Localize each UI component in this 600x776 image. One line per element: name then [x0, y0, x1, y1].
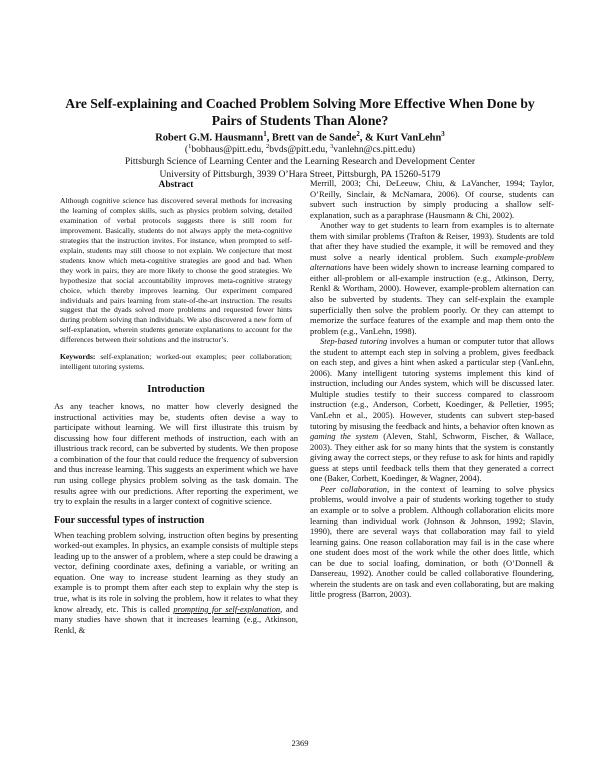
email-line — [40, 141, 560, 156]
four-types-heading: Four successful types of instruction — [54, 514, 205, 526]
email-open-paren: ( — [184, 144, 189, 156]
email-3-mark: 3 — [330, 143, 334, 150]
email-1-mark: 1 — [188, 143, 192, 150]
introduction-heading: Introduction — [147, 384, 205, 396]
author-3: , & Kurt VanLehn — [359, 132, 442, 144]
right-paragraph-3 — [310, 336, 554, 484]
email-1: bobhaus@pitt.edu, — [191, 144, 266, 156]
keywords-text: self-explanation; worked-out examples; peer collaboration; intelligent tutoring systems. — [60, 352, 292, 372]
right-p4-emphasis: Peer collaboration — [320, 483, 388, 494]
title-line-2: Pairs of Students Than Alone? — [211, 113, 389, 128]
keywords-label: Keywords: — [60, 352, 96, 362]
left-column — [54, 180, 298, 635]
abstract-heading: Abstract — [158, 180, 194, 190]
author-3-mark: 3 — [441, 130, 445, 138]
email-3: vanlehn@cs.pitt.edu) — [333, 144, 416, 156]
keywords — [60, 352, 292, 372]
four-types-text-1: When teaching problem solving, instruction often begins by presenting worked-out examples. In physics, an example consists of multiple steps leading up to the answer of a problem, where a step could be drawing a vector, defining coordinate axes, defining a variable, or writing an equation. One way to increase student learning as they study an example is to prompt them after each step to explain why the step is true, what is its role in solving the problem, how it relates to what they know already, etc. This is called — [54, 529, 298, 614]
right-paragraph-4 — [310, 484, 554, 600]
title-line-1: Are Self-explaining and Coached Problem Solving More Effective When Done by — [65, 96, 535, 111]
right-p3-emphasis: Step-based tutoring — [320, 336, 388, 347]
intro-paragraph: As any teacher knows, no matter how cleverly designed the instructional activities may be, students often devise a way to participate without learning. We will first illustrate this truism by discussing how four different methods of instruction, each with an illustrious track record, can be subverted by students. We then propose a combination of the four that could reduce the frequency of subversion and thus increase learning. This suggests an experiment which we have run using college physics problem solving as the task domain. The results agree with our predictions. After reporting the experiment, we try to explain the results in a larger context of cognitive science. — [54, 401, 298, 507]
email-2: bvds@pitt.edu, — [269, 144, 331, 156]
right-p2-text-2: have been widely shown to increase learning compared to either all-problem or all-example instruction (e.g., Atkinson, Derry, Renkl & Wortham, 2000). However, example-problem alternation can also be subverted by students. They can self-explain the example superficially then solve the problem poorly. Or they can attempt to memorize the surface features of the example and map them onto the problem (e.g., VanLehn, 1998). — [310, 262, 554, 336]
author-2: , Brett van de Sande — [266, 132, 357, 144]
page-number: 2369 — [291, 738, 309, 748]
affiliation-block — [40, 141, 560, 181]
abstract-text: Although cognitive science has discovered several methods for increasing the learning of complex skills, such as physics problem solving, detailed examination of verbal protocols suggests there is still room for improvement. Basically, students do not always apply the meta-cognitive strategies that the instruction invites. For instance, when prompted to self-explain, students may still choose to not explain. We conjecture that most students know which meta-cognitive strategies are good and bad. When they work in pairs, they are more likely to choose the good strategies. We hypothesize that social accountability improves meta-cognitive strategy choice, which thereby improves learning. Our experiment compared individuals and pairs learning from state-of-the-art instruction. The results suggest that the dyads solved more problems and requested fewer hints during problem solving than individuals. We also discovered a new form of self-explanation, wherein students generate explanations to account for the differences between their solutions and the instructor’s. — [60, 196, 292, 345]
author-1: Robert G.M. Hausmann — [155, 132, 264, 144]
right-p3-text-2: (Aleven, Stahl, Schworm, Fischer, & Wallace, 2003). They either ask for so many hints that the system is constantly giving away the correct steps, or they refuse to ask for hints and rapidly guess at steps until feedback tells them that they generated a correct one (Baker, Corbett, Koedinger, & Wagner, 2004). — [310, 431, 554, 484]
author-1-mark: 1 — [263, 130, 267, 138]
affiliation-line-2: University of Pittsburgh, 3939 O’Hara Street, Pittsburgh, PA 15260-5179 — [159, 168, 441, 180]
affiliation-line-1: Pittsburgh Science of Learning Center and the Learning Research and Development Center — [124, 156, 476, 168]
right-p3-text-1: involves a human or computer tutor that allows the student to attempt each step in solving a problem, gives feedback on each step, and gives a hint when asked a particular step (VanLehn, 2006). Many intelligent tutoring systems implement this kind of instruction, including our Andes system, which will be discussed later. Multiple studies testify to their success compared to classroom instruction (e.g., Anderson, Corbett, Koedinger, & Pelletier, 1995; VanLehn et al., 2005). However, students can subvert step-based tutoring by misusing the feedback and hints, a behavior often known as — [310, 336, 554, 431]
paper-title — [40, 95, 560, 129]
four-types-text-2: , and many studies have shown that it increases learning (e.g., Atkinson, Renkl, & — [54, 603, 298, 635]
right-paragraph-2 — [310, 220, 554, 336]
four-types-paragraph — [54, 530, 298, 635]
author-2-mark: 2 — [356, 130, 360, 138]
right-p2-text-1: Another way to get students to learn from examples is to alternate them with similar problems (Trafton & Reiser, 1993). Students are told that after they have studied the example, it will be removed and they must solve a nearly identical problem. Such — [310, 220, 554, 262]
four-types-emphasis: prompting for self-explanation — [173, 603, 281, 614]
right-p4-text: , in the context of learning to solve physics problems, would involve a pair of students working together to study an example or to solve a problem. Although collaboration elicits more learning than individual work (Johnson & Johnson, 1992; Slavin, 1990), there are several ways that collaboration may fail to yield learning gains. One reason collaboration may fail is in the case where one student does most of the work while the other does little, which can be due to social loafing, domination, or both (O’Donnell & Dansereau, 1992). Another could be called collaborative floundering, wherein the students are on task and even collaborating, but are making little progress (Barron, 2003). — [310, 483, 555, 600]
right-p2-emphasis: example-problem alternations — [310, 251, 554, 273]
right-paragraph-1: Merrill, 2003; Chi, DeLeeuw, Chiu, & LaVancher, 1994; Taylor, O’Reilly, Sinclair, & McNamara, 2006). Of course, students can subvert such instruction by simply producing a shallow self-explanation, such as a paraphrase (Hausmann & Chi, 2002). — [310, 178, 554, 220]
right-p3-emphasis-2: gaming the system — [310, 431, 379, 442]
email-2-mark: 2 — [265, 143, 270, 150]
right-column — [310, 178, 554, 600]
